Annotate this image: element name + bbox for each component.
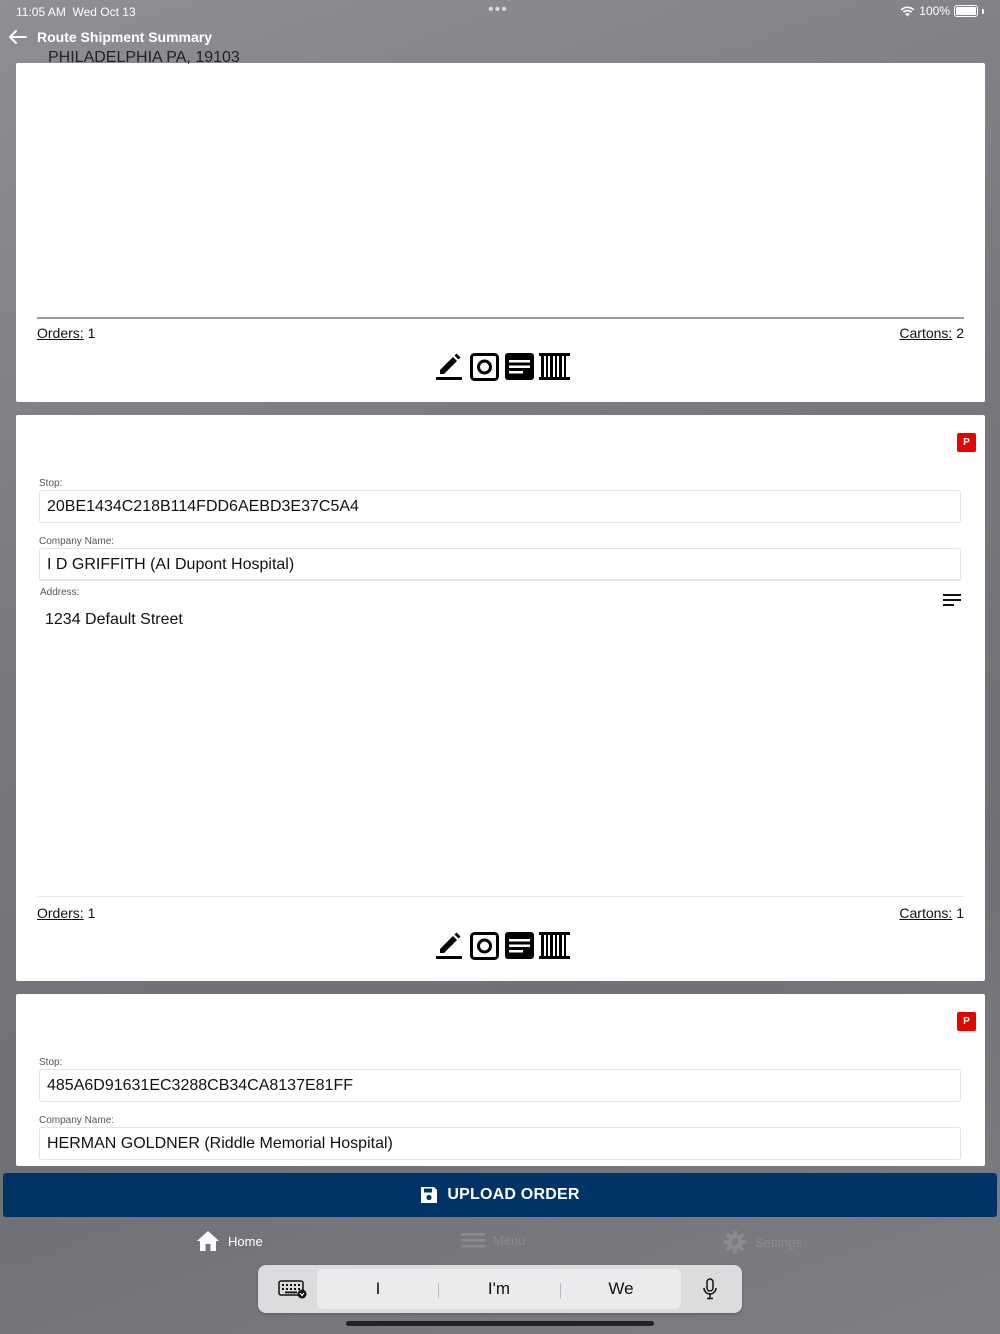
camera-icon[interactable] xyxy=(469,930,500,961)
gear-icon xyxy=(723,1230,747,1254)
company-input[interactable]: HERMAN GOLDNER (Riddle Memorial Hospital) xyxy=(39,1127,961,1160)
arrow-left-icon[interactable] xyxy=(6,26,28,48)
company-field xyxy=(39,536,961,581)
count-row xyxy=(37,325,964,341)
orders-count: Orders: 1 xyxy=(37,325,96,341)
address-value: PHILADELPHIA PA, 19103 xyxy=(48,49,240,66)
status-badge: P xyxy=(957,433,976,452)
upload-order-label: UPLOAD ORDER xyxy=(447,1186,580,1203)
suggestion-item[interactable]: We xyxy=(608,1279,634,1298)
stop-input[interactable]: 485A6D91631EC3288CB34CA8137E81FF xyxy=(39,1069,961,1102)
tab-bar xyxy=(0,1222,1000,1266)
keyboard-icon[interactable] xyxy=(278,1279,308,1299)
tab-label: Home xyxy=(228,1233,263,1249)
status-badge: P xyxy=(957,1012,976,1031)
company-field xyxy=(39,1115,961,1160)
field-label: Company Name: xyxy=(39,1115,115,1126)
battery-icon xyxy=(954,5,978,17)
cartons-count: Cartons: 1 xyxy=(899,905,964,921)
field-label: Address: xyxy=(40,587,80,598)
stop-input[interactable]: 20BE1434C218B114FDD6AEBD3E37C5A4 xyxy=(39,490,961,523)
suggestion-item[interactable]: I xyxy=(375,1279,381,1298)
orders-count: Orders: 1 xyxy=(37,905,96,921)
divider xyxy=(37,317,964,319)
edit-icon[interactable] xyxy=(434,930,465,961)
status-time: 11:05 AM Wed Oct 13 xyxy=(16,5,136,19)
menu-icon xyxy=(461,1232,485,1248)
save-icon xyxy=(420,1186,438,1204)
upload-order-button[interactable] xyxy=(3,1173,997,1217)
tab-menu[interactable] xyxy=(461,1232,526,1248)
multitasking-dots-icon[interactable]: ••• xyxy=(488,1,508,18)
notes-icon[interactable] xyxy=(504,351,535,382)
field-label: Stop: xyxy=(39,478,63,489)
notes-icon[interactable] xyxy=(504,930,535,961)
barcode-icon[interactable] xyxy=(539,351,570,382)
field-label: Stop: xyxy=(39,1057,63,1068)
home-icon xyxy=(196,1230,220,1252)
suggestion-area xyxy=(317,1269,681,1309)
home-indicator[interactable] xyxy=(346,1321,654,1326)
barcode-icon[interactable] xyxy=(539,930,570,961)
tab-label: Menu xyxy=(493,1232,526,1248)
wifi-icon xyxy=(900,6,915,17)
notes-icon[interactable] xyxy=(943,593,961,607)
stop-card xyxy=(16,415,985,981)
count-row xyxy=(37,905,964,921)
action-bar xyxy=(434,930,570,961)
suggestion-item[interactable]: I'm xyxy=(487,1279,511,1298)
field-label: Company Name: xyxy=(39,536,115,547)
microphone-icon[interactable] xyxy=(702,1278,718,1300)
edit-icon[interactable] xyxy=(434,351,465,382)
tab-home[interactable] xyxy=(196,1230,263,1252)
cartons-count: Cartons: 2 xyxy=(899,325,964,341)
stop-card xyxy=(16,49,985,402)
page-title: Route Shipment Summary xyxy=(37,29,213,45)
status-bar xyxy=(0,0,1000,24)
tab-settings[interactable] xyxy=(723,1230,802,1254)
stop-card xyxy=(16,994,985,1166)
tab-label: Settings xyxy=(755,1234,802,1250)
keyboard-suggestion-bar xyxy=(258,1265,742,1313)
battery-percent: 100% xyxy=(919,4,950,18)
stop-field xyxy=(39,478,961,523)
address-value: 1234 Default Street xyxy=(45,611,183,628)
action-bar xyxy=(434,351,570,382)
company-input[interactable]: I D GRIFFITH (AI Dupont Hospital) xyxy=(39,548,961,581)
status-right xyxy=(900,4,984,18)
stop-field xyxy=(39,1057,961,1102)
camera-icon[interactable] xyxy=(469,351,500,382)
